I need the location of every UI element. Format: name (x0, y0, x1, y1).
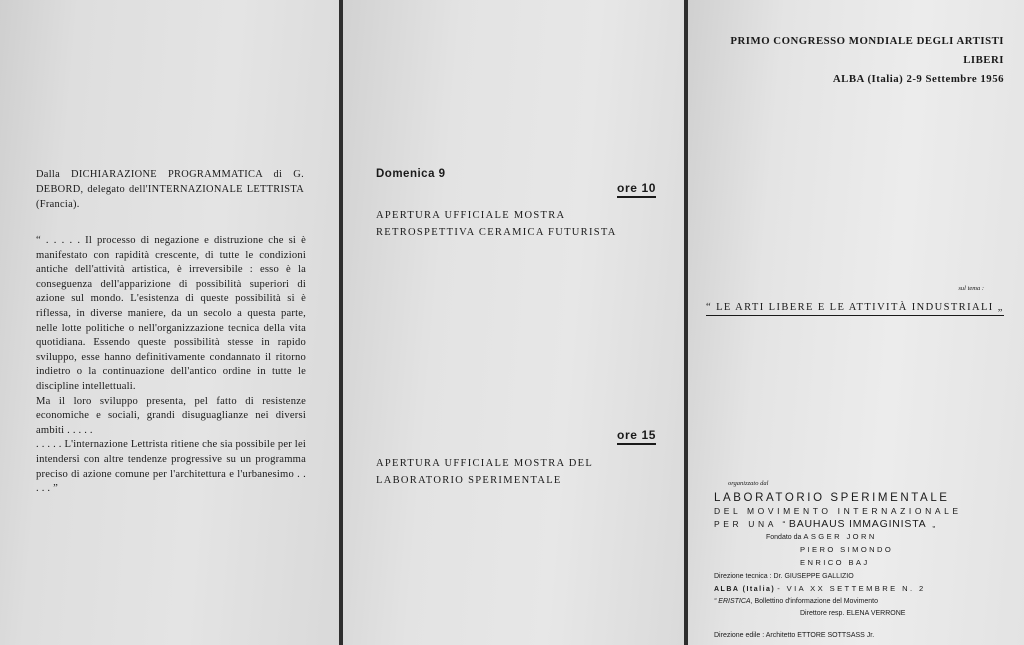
bulletin-desc: , Bollettino d'informazione del Movimento (750, 598, 878, 606)
organizer-block (714, 491, 964, 531)
tech-direction-row (714, 571, 964, 583)
tech-director: GIUSEPPE GALLIZIO (784, 572, 854, 580)
building-direction-row (714, 632, 874, 639)
lab-movement: DEL MOVIMENTO INTERNAZIONALE (714, 506, 962, 516)
event-opening-ceramics: APERTURA UFFICIALE MOSTRA RETROSPETTIVA CERAMICA FUTURISTA (376, 210, 617, 238)
credits-block (714, 531, 964, 620)
time-ore-15: ore 15 (617, 428, 656, 445)
editor-label: Direttore resp. (800, 610, 845, 618)
left-panel (0, 0, 340, 645)
founder-row-2 (714, 544, 964, 557)
lab-bauhaus-prefix: PER UNA “ (714, 519, 789, 529)
address-street: - VIA XX SETTEMBRE N. 2 (777, 583, 926, 593)
declaration-intro: Dalla DICHIARAZIONE PROGRAMMATICA di G. DEBORD, delegato dell'INTERNAZIONALE LETTRISTA (Francia). (36, 169, 304, 210)
event-opening-laboratory: APERTURA UFFICIALE MOSTRA DEL LABORATORIO SPERIMENTALE (376, 458, 593, 486)
founder-jorn: ASGER JORN (803, 532, 877, 541)
founded-label: Fondato da (766, 534, 802, 541)
founder-row-3 (714, 557, 964, 570)
quote-paragraph-3: . . . . . L'internazione Lettrista ritiene che sia possibile per lei intendersi con altre tendenze progressive su un programma preciso di azione comune per l'architettura e l'urbanesimo . . . . . ” (36, 439, 306, 495)
tech-direction-label: Direzione tecnica : Dr. (714, 572, 783, 580)
congress-title: PRIMO CONGRESSO MONDIALE DEGLI ARTISTI LIBERI (730, 35, 1004, 66)
declaration-quote (36, 234, 306, 497)
quote-paragraph-2: Ma il loro sviluppo presenta, pel fatto di resistenze economiche e sociali, grandi disuguaglianze nei diversi ambiti . . . . . (36, 395, 306, 436)
middle-panel (343, 0, 684, 645)
lab-bauhaus-name: BAUHAUS IMMAGINISTA (788, 518, 927, 530)
founder-simondo: PIERO SIMONDO (800, 545, 894, 555)
address-city: ALBA (Italia) (714, 585, 776, 593)
founder-baj: ENRICO BAJ (800, 558, 870, 568)
editor-name: ELENA VERRONE (846, 610, 906, 618)
time-ore-10: ore 10 (617, 181, 656, 198)
bulletin-name: “ ERISTICA (714, 598, 751, 606)
congress-theme: “ LE ARTI LIBERE E LE ATTIVITÀ INDUSTRIALI „ (706, 302, 1004, 316)
lab-bauhaus-suffix: „ (926, 519, 939, 529)
day-heading: Domenica 9 (376, 168, 446, 180)
address-row (714, 583, 964, 596)
congress-place-date: ALBA (Italia) 2-9 Settembre 1956 (832, 73, 1004, 85)
lab-bauhaus-line (714, 518, 964, 531)
editor-row (714, 608, 964, 620)
lab-name: LABORATORIO SPERIMENTALE (714, 492, 950, 504)
organized-by-label: organizzato dal (728, 480, 769, 487)
founders-row (714, 531, 964, 544)
building-direction-label: Direzione edile : Architetto (714, 632, 796, 639)
architect-name: ETTORE SOTTSASS Jr. (797, 632, 875, 639)
bulletin-row (714, 596, 964, 608)
quote-paragraph-1: “ . . . . . Il processo di negazione e distruzione che si è manifestato con rapidità crescente, di tutte le condizioni antiche dell'attività artistica, è irreversibile : esso è la conseguenza dell'apparizione di possibilità superiori di azione sul mondo. L'esistenza di queste possibilità si è riflessa, in diverse maniere, da un secolo a questa parte, nelle lotte politiche o nell'organizzazione tecnica della vita quotidiana. Essendo queste possibilità stesse in rapido sviluppo, esse hanno definitivamente condannato il ritorno indietro o la continuazione dell'antico ordine in tutte le discipline intellettuali. (36, 235, 306, 392)
right-panel (688, 0, 1024, 645)
on-theme-label: sul tema : (958, 285, 984, 292)
congress-header (688, 32, 1004, 89)
